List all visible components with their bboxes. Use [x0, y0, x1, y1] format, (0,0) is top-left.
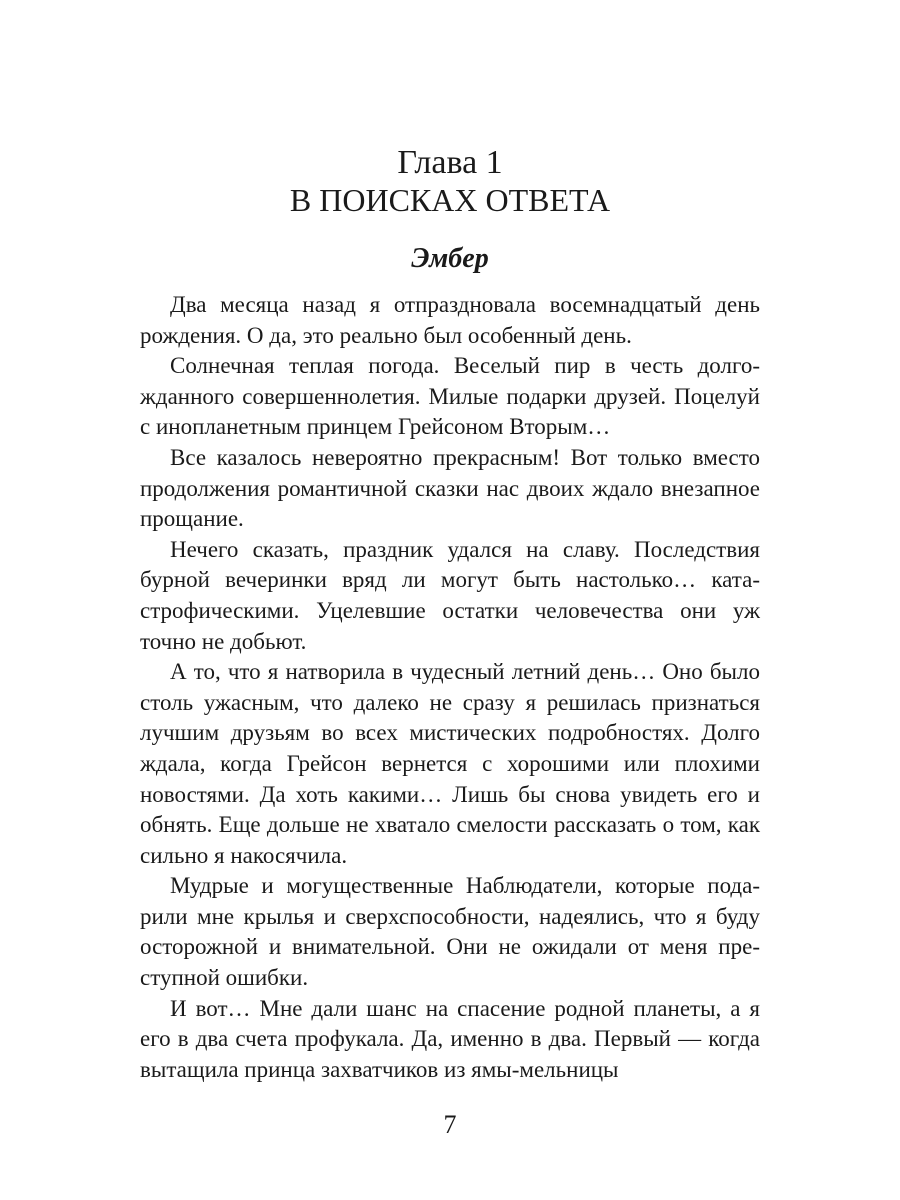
paragraph-7: И вот… Мне дали шанс на спасение родной планеты, а я его в два счета профукала. Да, именно в два. Первый — когда вытащила принца захватчиков из ямы-мельницы	[140, 995, 760, 1082]
paragraph-6: Мудрые и могущественные Наблюдатели, которые подарили мне крылья и сверхспособности, надеялись, что я буду осторожной и внимательной. Они не ожидали от меня преступной ошибки.	[140, 873, 760, 991]
paragraph-5: А то, что я натворила в чудесный летний день… Оно было столь ужасным, что далеко не сразу я решилась признаться лучшим друзьям во всех мистических подробностях. Долго ждала, когда Грейсон вернется с хорошими или плохими новостями. Да хоть какими… Лишь бы снова увидеть его и обнять. Еще дольше не хватало смелости рассказать о том, как сильно я накосячила.	[140, 659, 760, 868]
narrator-name: Эмбер	[411, 243, 489, 274]
paragraph-2: Солнечная теплая погода. Веселый пир в честь долгожданного совершеннолетия. Милые подарки друзей. Поцелуй с инопланетным принцем Грейсоном Вторым…	[140, 353, 760, 440]
paragraph-1: Два месяца назад я отпраздновала восемнадцатый день рождения. О да, это реально был особенный день.	[140, 292, 760, 348]
body-text	[140, 290, 760, 1085]
chapter-title: В ПОИСКАХ ОТВЕТА	[289, 182, 611, 218]
paragraph-4: Нечего сказать, праздник удался на славу. Последствия бурной вечеринки вряд ли могут быть настолько… катастрофическими. Уцелевшие остатки человечества они уж точно не добьют.	[140, 536, 760, 654]
page-number: 7	[443, 1110, 457, 1139]
paragraph-3: Все казалось невероятно прекрасным! Вот только вместо продолжения романтичной сказки нас двоих ждало внезапное прощание.	[140, 444, 760, 532]
chapter-number: Глава 1	[397, 144, 503, 181]
